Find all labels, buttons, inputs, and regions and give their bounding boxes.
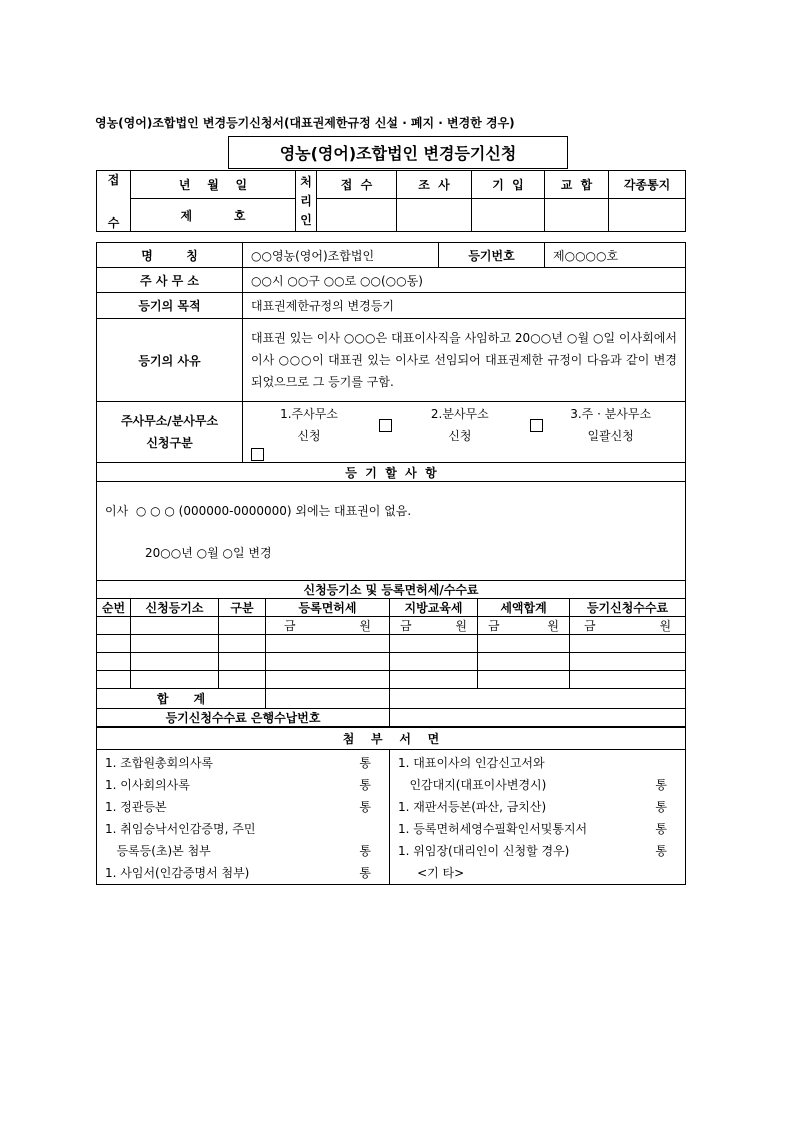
- form-title: 영농(영어)조합법인 변경등기신청: [228, 136, 568, 169]
- receipt-cell[interactable]: [545, 199, 609, 232]
- regno-value[interactable]: 제○○○○호: [545, 243, 686, 268]
- option-label: 2.분사무소: [430, 407, 489, 421]
- attachment-text: 등록등(초)본 첨부: [105, 844, 211, 858]
- attachment-unit: 통: [655, 844, 668, 858]
- unit-label: 원: [547, 619, 559, 633]
- attachment-text: 1. 위임장(대리인이 신청할 경우): [398, 844, 570, 858]
- attachment-unit: 통: [359, 866, 371, 880]
- option-label: 일괄신청: [587, 429, 634, 443]
- fees-cell[interactable]: [570, 653, 686, 671]
- attachment-text: 1. 사임서(인감증명서 첨부): [105, 866, 250, 880]
- receipt-cell[interactable]: [397, 199, 472, 232]
- attachment-unit: 통: [359, 800, 371, 814]
- document-caption: 영농(영어)조합법인 변경등기신청서(대표권제한규정 신설 · 폐지 · 변경한 경우): [95, 116, 515, 130]
- attachment-text: 1. 대표이사의 인감신고서와: [398, 756, 545, 770]
- fees-cell[interactable]: [478, 653, 570, 671]
- fees-cell[interactable]: [570, 635, 686, 653]
- attachment-unit: 통: [359, 844, 371, 858]
- fees-cell[interactable]: [97, 635, 131, 653]
- fees-cell[interactable]: [390, 635, 478, 653]
- attachment-item: [105, 862, 389, 884]
- attachment-item: [398, 840, 685, 862]
- fees-cell[interactable]: [390, 671, 478, 689]
- division-label: [97, 402, 243, 463]
- attachments-header: 첨 부 서 면: [97, 728, 686, 750]
- attachment-item: [105, 840, 389, 862]
- attachment-item: [398, 862, 685, 884]
- checkbox-icon[interactable]: [379, 419, 392, 432]
- option-main-office[interactable]: [245, 403, 373, 447]
- fees-cell[interactable]: [219, 671, 266, 689]
- fees-cell[interactable]: [131, 617, 219, 635]
- name-label: 명 칭: [97, 243, 243, 268]
- unit-label: 원: [455, 619, 467, 633]
- fees-cell[interactable]: [131, 653, 219, 671]
- option-branch-office[interactable]: [396, 403, 524, 447]
- bank-receipt-label: 등기신청수수료 은행수납번호: [97, 709, 390, 727]
- attachment-text: 1. 등록면허세영수필확인서및통지서: [398, 822, 588, 836]
- fees-cell[interactable]: [131, 671, 219, 689]
- office-label: 주 사 무 소: [97, 268, 243, 293]
- fees-col-license-tax: 등록면허세: [266, 599, 390, 617]
- fees-col-fee: 등기신청수수료: [570, 599, 686, 617]
- unit-label: 금: [284, 619, 296, 633]
- fees-cell[interactable]: [478, 635, 570, 653]
- receipt-label-bottom: 수: [97, 199, 131, 232]
- attachment-text: 1. 조합원총회의사록: [105, 756, 214, 770]
- fees-cell[interactable]: [478, 671, 570, 689]
- attachment-unit: 통: [655, 778, 668, 792]
- receipt-handler-label: 처 리 인: [296, 171, 317, 232]
- fees-cell[interactable]: [390, 689, 686, 709]
- option-label: 신청: [448, 429, 472, 443]
- attachment-text: 1. 정관등본: [105, 800, 167, 814]
- main-form-table: [96, 242, 686, 581]
- fees-col-tax-total: 세액합계: [478, 599, 570, 617]
- fees-cell[interactable]: [570, 671, 686, 689]
- unit-label: 원: [359, 619, 371, 633]
- reason-value[interactable]: 대표권 있는 이사 ○○○은 대표이사직을 사임하고 20○○년 ○월 ○일 이사회에서 이사 ○○○이 대표권 있는 이사로 선임되어 대표권제한 규정이 다음과 같이 변경되었으므로 그 등기를 구함.: [243, 319, 686, 402]
- fees-cell[interactable]: [97, 671, 131, 689]
- attachment-unit: 통: [359, 756, 371, 770]
- attachments-right: [390, 750, 686, 885]
- matters-line1: 이사 ○ ○ ○ (000000-0000000) 외에는 대표권이 없음.: [105, 504, 412, 518]
- matters-body[interactable]: [97, 482, 686, 581]
- matters-header: 등 기 할 사 항: [97, 463, 686, 482]
- attachment-text: 1. 재판서등본(파산, 금치산): [398, 800, 547, 814]
- fees-cell[interactable]: [390, 617, 478, 635]
- attachment-text: 인감대지(대표이사변경시): [398, 778, 547, 792]
- receipt-table: [96, 170, 686, 232]
- attachment-text: <기 타>: [398, 866, 465, 880]
- receipt-cell[interactable]: [472, 199, 545, 232]
- attachment-item: [398, 796, 685, 818]
- unit-label: 금: [400, 619, 412, 633]
- checkbox-icon[interactable]: [251, 448, 264, 461]
- attachments-left: [97, 750, 390, 885]
- division-options: [243, 402, 686, 463]
- attachment-item: [398, 818, 685, 840]
- fees-cell[interactable]: [131, 635, 219, 653]
- attachments-table: [96, 727, 686, 885]
- fees-table: [96, 580, 686, 727]
- fees-col-type: 구분: [219, 599, 266, 617]
- receipt-cell[interactable]: [609, 199, 686, 232]
- unit-label: 원: [659, 619, 672, 633]
- attachment-unit: 통: [655, 800, 668, 814]
- unit-label: 금: [488, 619, 500, 633]
- fees-cell[interactable]: [219, 617, 266, 635]
- fees-cell[interactable]: [266, 635, 390, 653]
- attachment-item: [398, 752, 685, 774]
- checkbox-icon[interactable]: [530, 419, 543, 432]
- purpose-value[interactable]: 대표권제한규정의 변경등기: [243, 293, 686, 319]
- matters-line2: 20○○년 ○월 ○일 변경: [145, 546, 272, 560]
- fees-cell[interactable]: [390, 653, 478, 671]
- attachment-item: [105, 818, 389, 840]
- fees-total-label: 합 계: [97, 689, 266, 709]
- fees-cell[interactable]: [266, 689, 390, 709]
- fees-cell[interactable]: [97, 653, 131, 671]
- fees-col-office: 신청등기소: [131, 599, 219, 617]
- fees-col-seq: 순번: [97, 599, 131, 617]
- division-label-line2: 신청구분: [146, 436, 193, 450]
- fees-cell[interactable]: [266, 671, 390, 689]
- receipt-col-2: 기 입: [472, 171, 545, 199]
- fees-cell[interactable]: [97, 617, 131, 635]
- reason-label: 등기의 사유: [97, 319, 243, 402]
- name-value[interactable]: ○○영농(영어)조합법인: [243, 243, 439, 268]
- purpose-label: 등기의 목적: [97, 293, 243, 319]
- receipt-cell[interactable]: [317, 199, 397, 232]
- receipt-col-4: 각종통지: [609, 171, 686, 199]
- receipt-label-top: 접: [97, 171, 131, 199]
- receipt-col-1: 조 사: [397, 171, 472, 199]
- attachment-text: 1. 취임승낙서인감증명, 주민: [105, 822, 256, 836]
- regno-label: 등기번호: [439, 243, 545, 268]
- fees-cell[interactable]: [219, 653, 266, 671]
- option-label: 1.주사무소: [280, 407, 338, 421]
- division-label-line1: 주사무소/분사무소: [120, 414, 219, 428]
- attachment-item: [105, 796, 389, 818]
- attachment-item: [398, 774, 685, 796]
- receipt-number-label: 제 호: [131, 199, 296, 232]
- office-value[interactable]: ○○시 ○○구 ○○로 ○○(○○동): [243, 268, 686, 293]
- attachment-item: [105, 774, 389, 796]
- attachment-item: [105, 752, 389, 774]
- fees-cell[interactable]: [266, 653, 390, 671]
- attachment-unit: 통: [359, 778, 371, 792]
- option-label: 3.주 · 분사무소: [570, 407, 652, 421]
- attachment-unit: 통: [655, 822, 668, 836]
- fees-cell[interactable]: [266, 617, 390, 635]
- option-label: 신청: [297, 429, 321, 443]
- fees-header: 신청등기소 및 등록면허세/수수료: [97, 581, 686, 599]
- unit-label: 금: [584, 619, 596, 633]
- attachment-text: 1. 이사회의사록: [105, 778, 190, 792]
- receipt-col-0: 접 수: [317, 171, 397, 199]
- fees-cell[interactable]: [219, 635, 266, 653]
- receipt-date-label: 년 월 일: [131, 171, 296, 199]
- fees-cell[interactable]: [570, 617, 686, 635]
- receipt-col-3: 교 합: [545, 171, 609, 199]
- option-bulk[interactable]: [547, 403, 675, 447]
- bank-receipt-value[interactable]: [390, 709, 686, 727]
- fees-cell[interactable]: [478, 617, 570, 635]
- fees-col-edu-tax: 지방교육세: [390, 599, 478, 617]
